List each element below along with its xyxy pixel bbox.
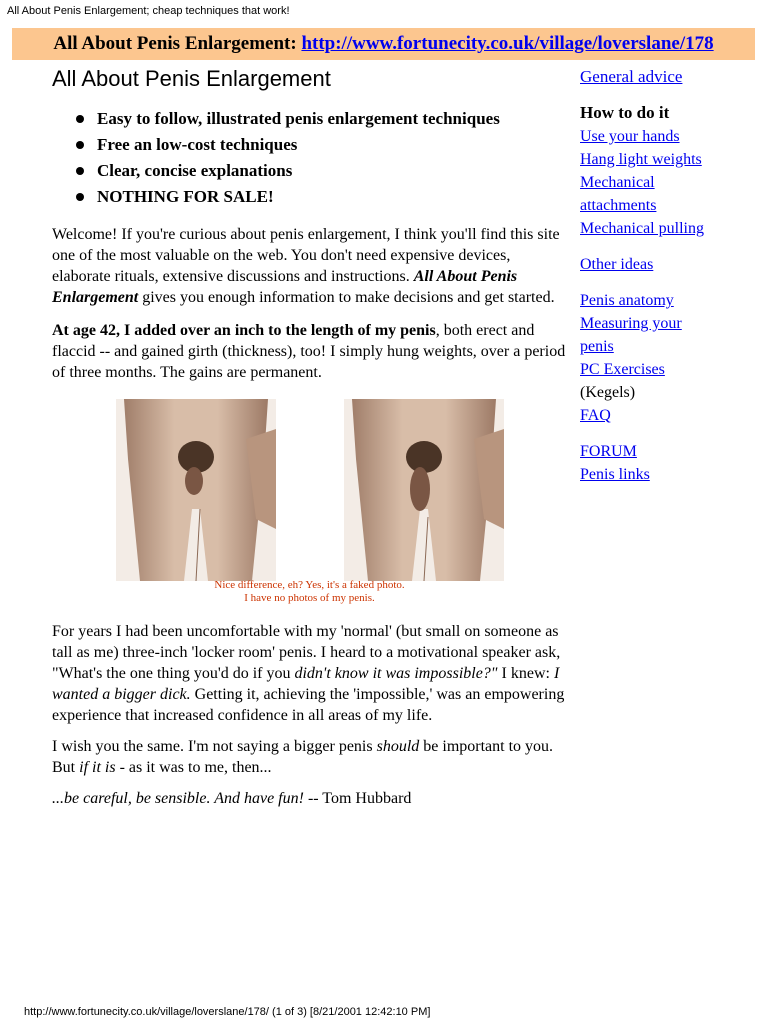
sidebar-link-hang-weights[interactable]: Hang light weights xyxy=(580,151,702,168)
sidebar-link-faq[interactable]: FAQ xyxy=(580,407,611,424)
print-footer: http://www.fortunecity.co.uk/village/loverslane/178/ (1 of 3) [8/21/2001 12:42:10 PM] xyxy=(24,1006,431,1018)
before-photo xyxy=(116,399,276,581)
sidebar-kegels-note: (Kegels) xyxy=(580,384,636,401)
sidebar-link-other-ideas[interactable]: Other ideas xyxy=(580,256,654,273)
wish-paragraph: I wish you the same. I'm not saying a bigger penis should be important to you. But if it is - as it was to me, then... xyxy=(52,738,554,776)
banner-url-link[interactable]: http://www.fortunecity.co.uk/village/loverslane/178 xyxy=(301,33,714,54)
feature-item: Free an low-cost techniques xyxy=(76,132,572,158)
sidebar-link-general-advice[interactable]: General advice xyxy=(580,67,683,86)
sidebar-link-anatomy[interactable]: Penis anatomy xyxy=(580,292,674,309)
sidebar-link-pc-exercises[interactable]: PC Exercises xyxy=(580,361,665,378)
banner xyxy=(12,28,755,60)
sidebar-link-use-hands[interactable]: Use your hands xyxy=(580,128,680,145)
sidebar-link-mechanical-attachments[interactable]: Mechanical attachments xyxy=(580,174,657,214)
sidebar-link-mechanical-pulling[interactable]: Mechanical pulling xyxy=(580,220,704,237)
photo-caption: Nice difference, eh? Yes, it's a faked photo. I have no photos of my penis. xyxy=(214,579,405,604)
banner-title: All About Penis Enlargement: xyxy=(53,33,297,54)
sidebar-link-measuring[interactable]: Measuring your penis xyxy=(580,315,682,355)
bullet-icon xyxy=(76,193,84,201)
sidebar-nav xyxy=(580,64,760,486)
sidebar-heading-how-to: How to do it xyxy=(580,103,670,122)
bullet-icon xyxy=(76,115,84,123)
feature-item: NOTHING FOR SALE! xyxy=(76,184,572,210)
feature-item: Easy to follow, illustrated penis enlargement techniques xyxy=(76,106,572,132)
welcome-paragraph: Welcome! If you're curious about penis enlargement, I think you'll find this site one of the most valuable on the web. You don't need expensive devices, elaborate rituals, extensive discussions and instructions. All About Penis Enlargement gives you enough information to make decisions and get started. xyxy=(52,226,560,306)
page-title: All About Penis Enlargement xyxy=(52,66,331,91)
signoff-paragraph: ...be careful, be sensible. And have fun! -- Tom Hubbard xyxy=(52,790,412,807)
main-content xyxy=(52,64,572,809)
after-photo xyxy=(344,399,504,581)
sidebar-link-forum[interactable]: FORUM xyxy=(580,443,637,460)
print-header: All About Penis Enlargement; cheap techniques that work! xyxy=(7,5,290,17)
photo-comparison xyxy=(52,399,572,619)
sidebar-link-penis-links[interactable]: Penis links xyxy=(580,466,650,483)
feature-item: Clear, concise explanations xyxy=(76,158,572,184)
bullet-icon xyxy=(76,141,84,149)
feature-list xyxy=(52,106,572,210)
story-paragraph: For years I had been uncomfortable with my 'normal' (but small on someone as tall as me) three-inch 'locker room' penis. I heard to a motivational speaker ask, "What's the one thing you'd do if you didn't know it was impossible?" I knew: I wanted a bigger dick. Getting it, achieving the 'impossible,' was an empowering experience that increased confidence in all areas of my life. xyxy=(52,623,565,724)
gains-paragraph: At age 42, I added over an inch to the length of my penis, both erect and flaccid -- and gained girth (thickness), too! I simply hung weights, over a period of three months. The gains are permanent. xyxy=(52,322,566,381)
bullet-icon xyxy=(76,167,84,175)
